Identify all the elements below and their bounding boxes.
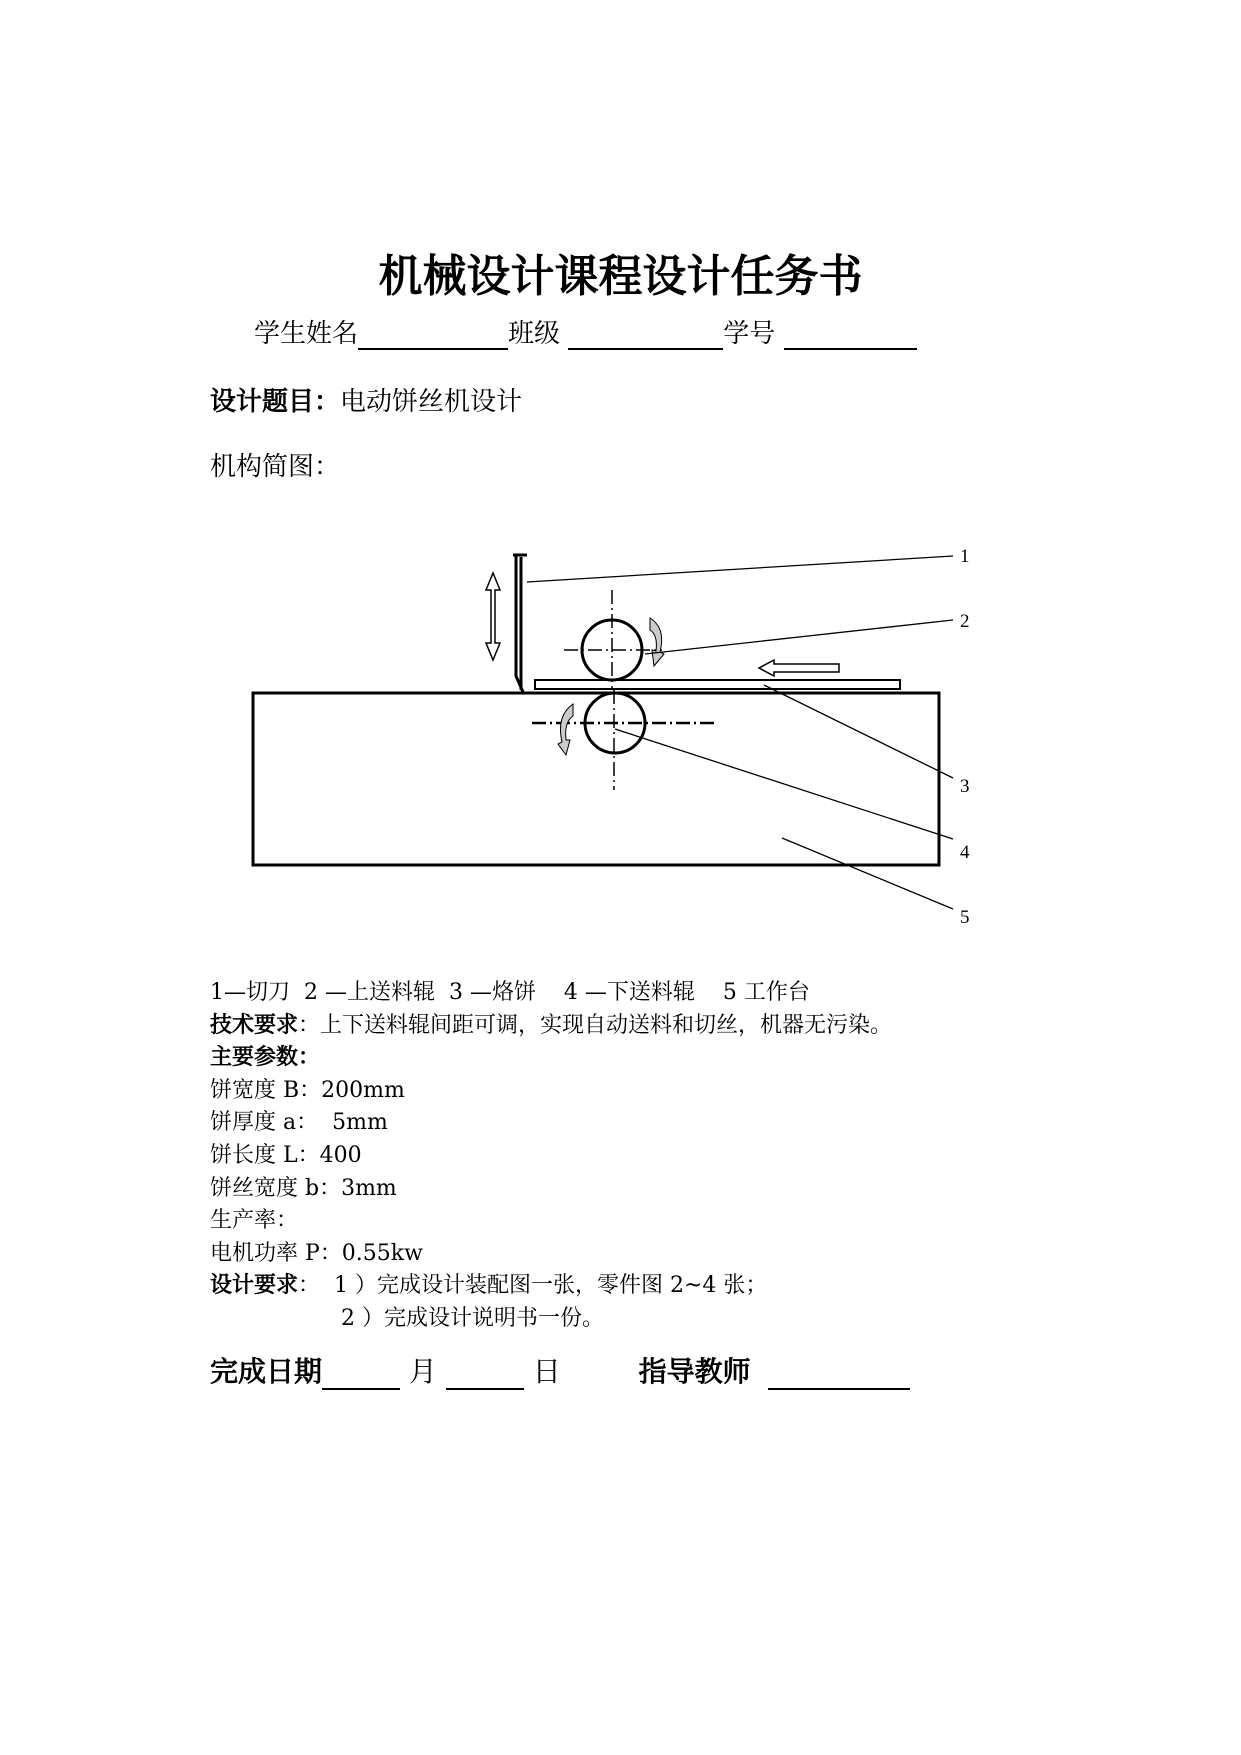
student-name-label: 学生姓名 xyxy=(254,319,359,349)
params-label: 主要参数： xyxy=(210,1045,321,1071)
design-req-label: 设计要求 xyxy=(210,1273,299,1299)
param-item: 饼长度 L：400 xyxy=(210,1142,362,1168)
rotation-arrow-icon xyxy=(558,704,573,755)
callout-1: 1 xyxy=(960,546,970,567)
tech-label: 技术要求 xyxy=(210,1012,299,1038)
design-requirements xyxy=(210,1270,892,1303)
param-item: 饼丝宽度 b：3mm xyxy=(210,1175,397,1201)
day-field[interactable] xyxy=(446,1358,524,1390)
callout-5: 5 xyxy=(960,907,970,928)
page-title: 机械设计课程设计任务书 xyxy=(378,251,863,302)
footer-row xyxy=(210,1350,910,1390)
spec-block xyxy=(210,977,892,1336)
worktable xyxy=(253,693,939,865)
tech-requirements xyxy=(210,1010,892,1043)
diagram-legend: 1—切刀 2 —上送料辊 3 —烙饼 4 —下送料辊 5 工作台 xyxy=(210,980,810,1005)
design-req-item: 2 ）完成设计说明书一份。 xyxy=(341,1305,604,1331)
completion-date-label: 完成日期 xyxy=(210,1355,323,1388)
student-id-label: 学号 xyxy=(723,319,776,349)
param-item: 饼宽度 B：200mm xyxy=(210,1077,405,1103)
month-field[interactable] xyxy=(322,1358,400,1390)
leader-lines xyxy=(527,556,953,909)
advisor-field[interactable] xyxy=(768,1350,910,1390)
class-label: 班级 xyxy=(508,319,561,349)
callout-3: 3 xyxy=(960,776,970,797)
day-label: 日 xyxy=(532,1355,561,1388)
param-item: 生产率： xyxy=(210,1208,299,1234)
param-item: 电机功率 P：0.55kw xyxy=(210,1240,423,1266)
feed-direction-arrow-icon xyxy=(759,660,839,676)
diagram-heading: 机构简图： xyxy=(210,452,341,482)
tech-value: ：上下送料辊间距可调，实现自动送料和切丝，机器无污染。 xyxy=(298,1012,893,1038)
advisor-label: 指导教师 xyxy=(638,1355,751,1388)
pancake xyxy=(535,680,900,689)
month-label: 月 xyxy=(408,1355,437,1388)
design-req-item: ： 1 ）完成设计装配图一张，零件图 2~4 张； xyxy=(298,1273,768,1299)
up-down-arrow-icon xyxy=(486,573,500,660)
param-item: 饼厚度 a： 5mm xyxy=(210,1110,388,1136)
callout-4: 4 xyxy=(960,842,970,863)
rotation-arrow-icon xyxy=(650,618,664,666)
topic-value: 电动饼丝机设计 xyxy=(340,387,523,417)
topic-label: 设计题目： xyxy=(210,387,341,417)
callout-2: 2 xyxy=(960,611,970,632)
cutter-knife xyxy=(513,555,527,692)
